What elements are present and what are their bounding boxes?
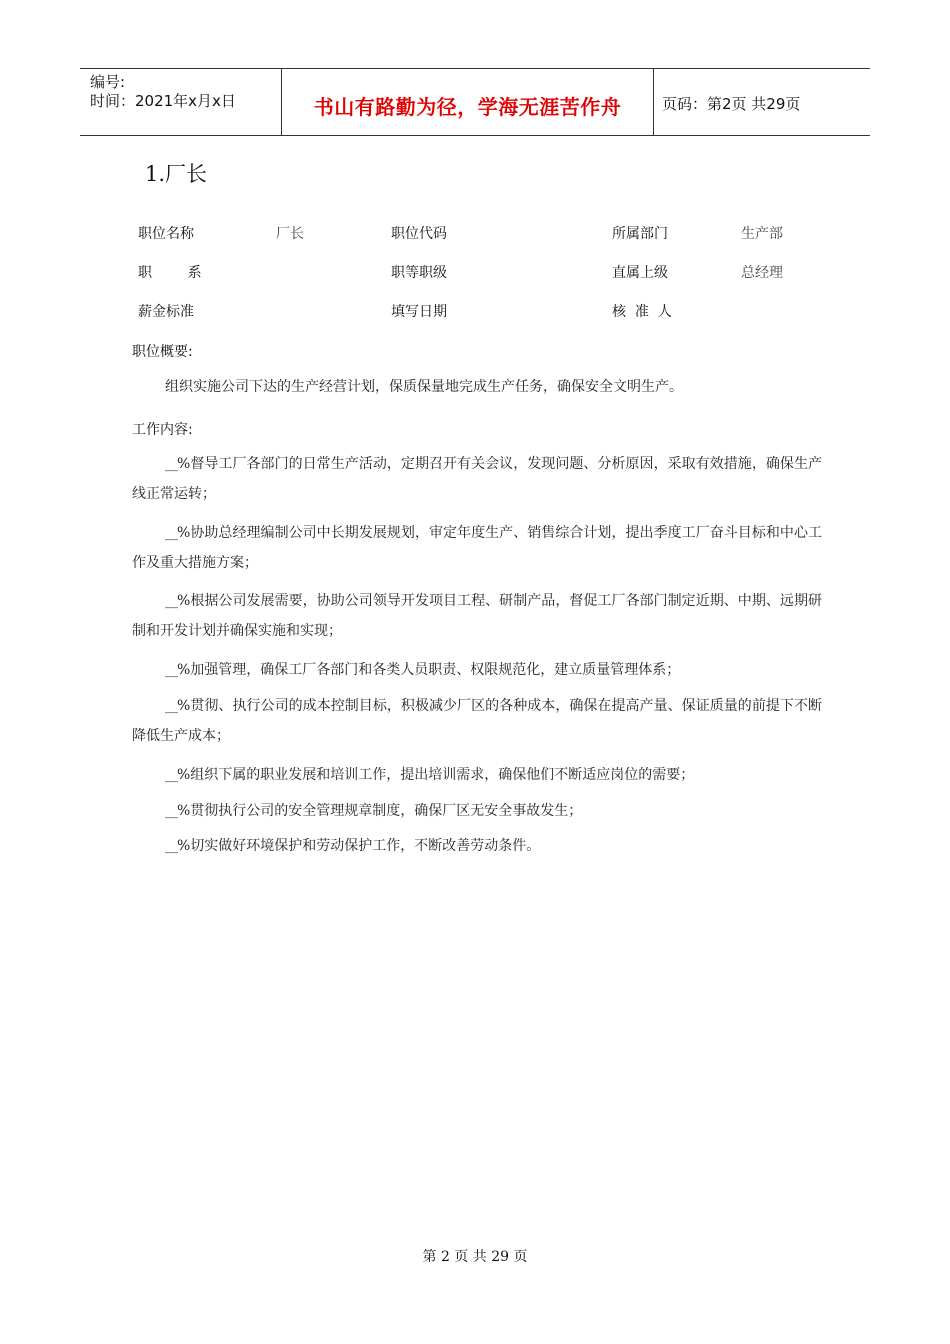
work-item xyxy=(132,760,822,790)
blank-line: __ xyxy=(165,593,177,609)
work-item xyxy=(132,586,822,646)
field-label: 直属上级 xyxy=(612,265,668,281)
work-item-text: %协助总经理编制公司中长期发展规划，审定年度生产、销售综合计划，提出季度工厂奋斗目标和中心工作及重大措施方案； xyxy=(132,525,822,571)
field-label: 填写日期 xyxy=(391,304,447,320)
work-item xyxy=(132,691,822,751)
field-label: 职位名称 xyxy=(138,226,194,242)
blank-line: __ xyxy=(165,767,177,783)
work-item-text: %切实做好环境保护和劳动保护工作，不断改善劳动条件。 xyxy=(177,838,541,854)
section-title: 1.厂长 xyxy=(145,162,208,186)
blank-line: __ xyxy=(165,456,177,472)
work-item-text: %贯彻、执行公司的成本控制目标，积极减少厂区的各种成本，确保在提高产量、保证质量的前提下不断降低生产成本； xyxy=(132,698,822,744)
field-label: 职位代码 xyxy=(391,226,447,242)
field-value: 厂长 xyxy=(276,226,304,242)
field-value: 总经理 xyxy=(741,265,783,281)
field-label: 薪金标准 xyxy=(138,304,194,320)
field-label: 职等职级 xyxy=(391,265,447,281)
work-item-text: %根据公司发展需要，协助公司领导开发项目工程、研制产品，督促工厂各部门制定近期、中期、远期研制和开发计划并确保实施和实现； xyxy=(132,593,822,639)
work-item xyxy=(132,831,822,861)
work-item xyxy=(132,449,822,509)
position-info-table xyxy=(138,220,838,337)
info-row xyxy=(138,298,838,337)
number-label: 编号: xyxy=(90,73,126,91)
blank-line: __ xyxy=(165,838,177,854)
work-item-text: %贯彻执行公司的安全管理规章制度，确保厂区无安全事故发生； xyxy=(177,803,583,819)
work-item xyxy=(132,518,822,578)
work-item xyxy=(132,655,822,685)
field-label: 职 系 xyxy=(138,265,202,281)
page-header xyxy=(80,68,870,136)
info-row xyxy=(138,259,838,298)
blank-line: __ xyxy=(165,662,177,678)
work-item-text: %组织下属的职业发展和培训工作，提出培训需求，确保他们不断适应岗位的需要； xyxy=(177,767,695,783)
field-label: 所属部门 xyxy=(612,226,668,242)
field-label: 核 准 人 xyxy=(612,304,672,320)
overview-text: 组织实施公司下达的生产经营计划，保质保量地完成生产任务，确保安全文明生产。 xyxy=(165,379,683,395)
motto: 书山有路勤为径，学海无涯苦作舟 xyxy=(282,69,654,135)
page-footer: 第 2 页 共 29 页 xyxy=(422,1249,528,1265)
header-meta xyxy=(80,69,282,135)
blank-line: __ xyxy=(165,525,177,541)
blank-line: __ xyxy=(165,698,177,714)
page-info: 页码：第2页 共29页 xyxy=(662,94,801,113)
overview-heading: 职位概要: xyxy=(132,344,193,360)
work-item-text: %加强管理，确保工厂各部门和各类人员职责、权限规范化，建立质量管理体系； xyxy=(177,662,681,678)
work-item xyxy=(132,796,822,826)
time-label: 时间：2021年x月x日 xyxy=(90,92,236,110)
field-value: 生产部 xyxy=(741,226,783,242)
work-heading: 工作内容: xyxy=(132,422,193,438)
blank-line: __ xyxy=(165,803,177,819)
info-row xyxy=(138,220,838,259)
work-item-text: %督导工厂各部门的日常生产活动，定期召开有关会议，发现问题、分析原因，采取有效措施，确保生产线正常运转； xyxy=(132,456,822,502)
